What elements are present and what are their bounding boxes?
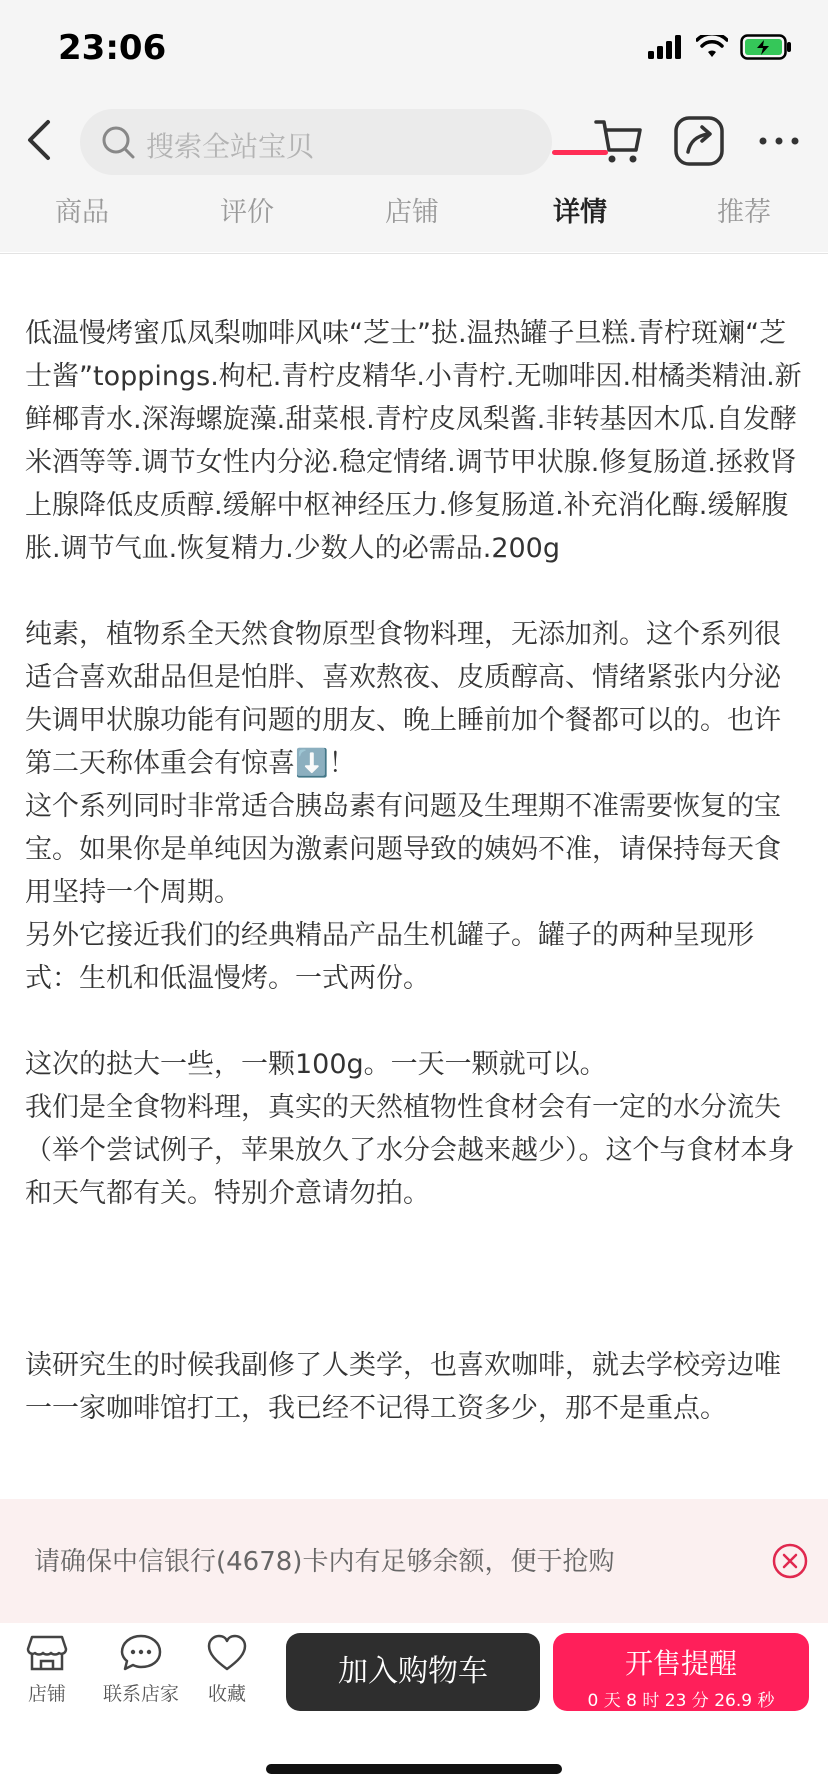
home-indicator (266, 1764, 562, 1774)
tab-shop[interactable]: 店铺 (385, 197, 439, 228)
product-description (25, 254, 805, 1499)
sale-reminder-label: 开售提醒 (624, 1647, 737, 1680)
shop-icon (26, 1633, 68, 1673)
active-tab-indicator (552, 150, 608, 155)
chat-icon (120, 1633, 162, 1673)
heart-icon (206, 1633, 248, 1673)
close-icon[interactable] (772, 1543, 808, 1579)
tab-details[interactable]: 详情 (553, 197, 607, 228)
tab-recommend[interactable]: 推荐 (717, 197, 771, 228)
add-to-cart-button[interactable]: 加入购物车 (286, 1633, 540, 1711)
description-paragraph: 纯素，植物系全天然食物原型食物料理，无添加剂。这个系列很适合喜欢甜品但是怕胖、喜欢熬夜、皮质醇高、情绪紧张内分泌失调甲状腺功能有问题的朋友、晚上睡前加个餐都可以的。也许第二天称体重会有惊喜⬇️！ 这个系列同时非常适合胰岛素有问题及生理期不准需要恢复的宝宝。如果你是单纯因为激素问题导致的姨妈不准，请保持每天食用坚持一个周期。 另外它接近我们的经典精品产品生机罐子。罐子的两种呈现形式：生机和低温慢烤。一式两份。 (25, 619, 781, 994)
contact-seller-button[interactable] (96, 1633, 186, 1706)
tab-products[interactable]: 商品 (55, 197, 109, 228)
countdown-text: 0 天 8 时 23 分 26.9 秒 (587, 1691, 775, 1711)
notice-text: 请确保中信银行(4678)卡内有足够余额，便于抢购 (34, 1547, 615, 1577)
signal-icon (648, 35, 684, 59)
tab-reviews[interactable]: 评价 (220, 197, 274, 228)
shop-button[interactable] (24, 1633, 70, 1706)
description-paragraph: 读研究生的时候我副修了人类学，也喜欢咖啡，就去学校旁边唯一一家咖啡馆打工，我已经不记得工资多少，那不是重点。 (25, 1350, 781, 1424)
search-icon (100, 124, 136, 160)
status-icons (648, 34, 792, 60)
back-arrow-icon[interactable] (18, 116, 66, 164)
status-bar (0, 0, 828, 100)
header (0, 100, 828, 252)
status-time: 23:06 (58, 28, 167, 68)
more-icon[interactable] (752, 114, 806, 168)
balance-notice (0, 1499, 828, 1623)
cart-icon[interactable] (592, 114, 646, 168)
tab-bar (0, 188, 828, 252)
search-bar[interactable] (80, 109, 552, 175)
battery-icon (740, 34, 792, 60)
contact-seller-label: 联系店家 (102, 1683, 179, 1705)
favorite-label: 收藏 (207, 1683, 246, 1705)
sale-reminder-button[interactable] (553, 1633, 809, 1711)
favorite-button[interactable] (204, 1633, 250, 1706)
description-paragraph: 这次的挞大一些，一颗100g。一天一颗就可以。 我们是全食物料理，真实的天然植物性食材会有一定的水分流失（举个尝试例子，苹果放久了水分会越来越少）。这个与食材本身和天气都有关。特别介意请勿拍。 (25, 1049, 795, 1209)
description-paragraph: 低温慢烤蜜瓜凤梨咖啡风味“芝士”挞.温热罐子旦糕.青柠斑斓“芝士酱”toppings.枸杞.青柠皮精华.小青柠.无咖啡因.柑橘类精油.新鲜椰青水.深海螺旋藻.甜菜根.青柠皮凤梨酱.非转基因木瓜.自发酵米酒等等.调节女性内分泌.稳定情绪.调节甲状腺.修复肠道.拯救肾上腺降低皮质醇.缓解中枢神经压力.修复肠道.补充消化酶.缓解腹胀.调节气血.恢复精力.少数人的必需品.200g (25, 318, 802, 564)
shop-label: 店铺 (27, 1683, 66, 1705)
search-placeholder: 搜索全站宝贝 (146, 130, 315, 163)
share-icon[interactable] (672, 114, 726, 168)
wifi-icon (696, 35, 728, 59)
